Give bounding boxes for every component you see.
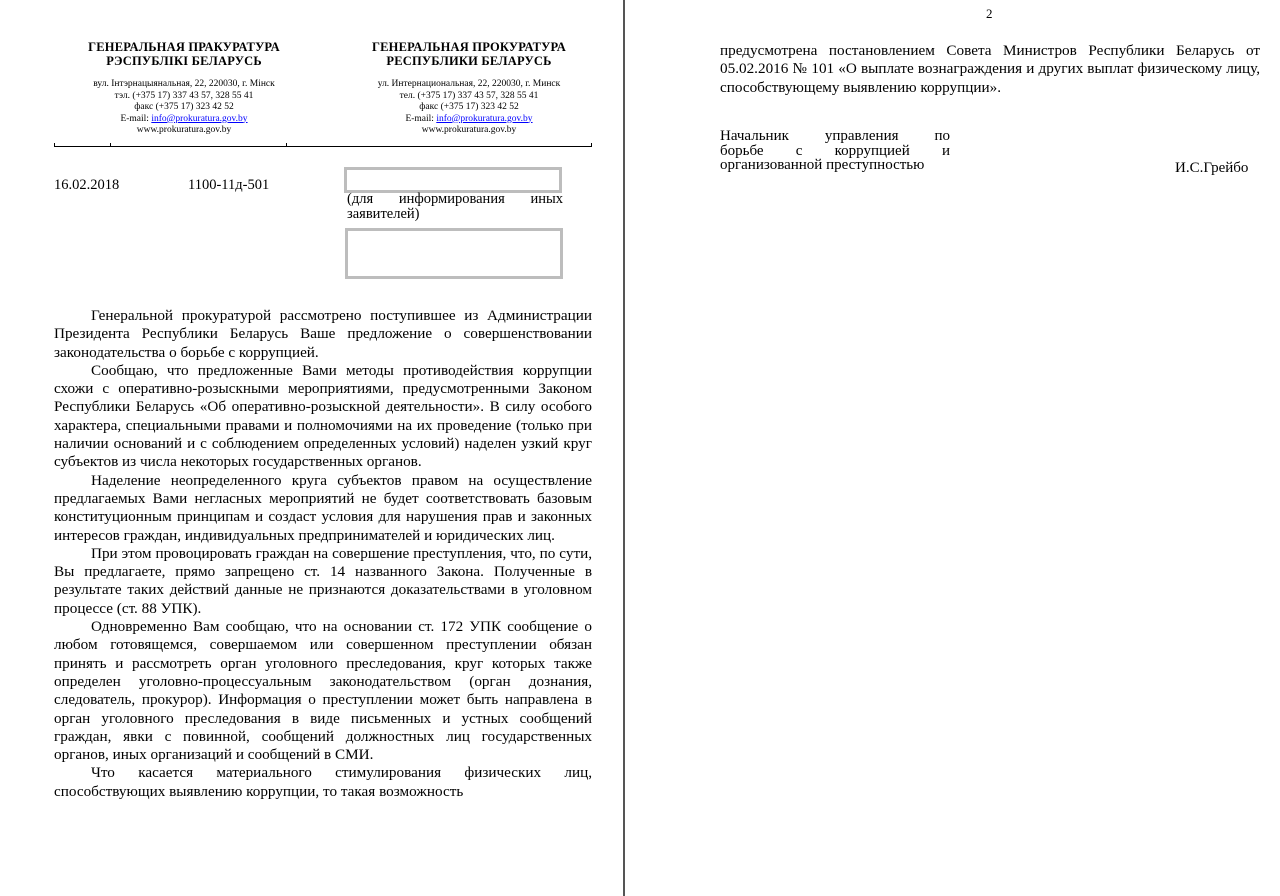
website: www.prokuratura.gov.by bbox=[421, 125, 517, 135]
letterhead-contacts bbox=[340, 79, 598, 137]
address: ул. Интернациональная, 22, 220030, г. Минск bbox=[377, 79, 561, 89]
body-paragraph: Одновременно Вам сообщаю, что на основании ст. 172 УПК сообщение о любом готовящемся, совершаемом или совершенном преступлении обязан принять и рассмотреть орган уголовного преследования, круг которых также определен уголовно-процессуальным законодательством (орган дознания, следователь, прокурор). Информация о преступлении может быть направлена в орган уголовного преследования в виде письменных и устных сообщений граждан, явки с повинной, сообщений должностных лиц государственных органов, иных организаций и сообщений в СМИ. bbox=[54, 618, 592, 764]
org-name-line1: ГЕНЕРАЛЬНАЯ ПРАКУРАТУРА bbox=[88, 40, 280, 54]
signatory-title-line3: организованной преступностью bbox=[720, 157, 925, 173]
website: www.prokuratura.gov.by bbox=[136, 125, 232, 135]
rule-tick bbox=[591, 143, 592, 147]
letterhead-contacts bbox=[54, 79, 314, 137]
address: вул. Інтэрнацыянальная, 22, 220030, г. Мінск bbox=[93, 79, 275, 89]
letterhead-rule bbox=[54, 146, 592, 147]
rule-tick bbox=[54, 143, 55, 147]
recipient-note: (для информирования иных заявителей) bbox=[347, 191, 563, 222]
letter-body bbox=[54, 307, 592, 801]
email-label: E-mail: bbox=[120, 113, 149, 124]
email-link[interactable]: info@prokuratura.gov.by bbox=[151, 113, 248, 124]
signatory-name: И.С.Грейбо bbox=[1175, 160, 1249, 176]
redacted-address-box bbox=[345, 228, 563, 279]
signatory-title bbox=[720, 129, 950, 173]
fax: факс (+375 17) 323 42 52 bbox=[134, 102, 234, 112]
document-page-2 bbox=[627, 0, 1280, 896]
document-number: 1100-11д-501 bbox=[188, 177, 270, 193]
org-name-line2: РЕСПУБЛИКИ БЕЛАРУСЬ bbox=[386, 54, 552, 68]
signatory-title-line2: борьбе с коррупцией и bbox=[720, 142, 950, 159]
email-label: E-mail: bbox=[405, 113, 434, 124]
phone: тел. (+375 17) 337 43 57, 328 55 41 bbox=[399, 90, 539, 101]
signatory-title-line1: Начальник управления по bbox=[720, 128, 950, 144]
org-name-line2: РЭСПУБЛІКІ БЕЛАРУСЬ bbox=[106, 54, 262, 68]
phone: тэл. (+375 17) 337 43 57, 328 55 41 bbox=[114, 90, 254, 101]
body-continuation: предусмотрена постановлением Совета Министров Республики Беларусь от 05.02.2016 № 101 «О выплате вознаграждения и других выплат физическому лицу, способствующему выявлению коррупции». bbox=[720, 42, 1260, 96]
org-name-line1: ГЕНЕРАЛЬНАЯ ПРОКУРАТУРА bbox=[371, 40, 567, 54]
fax: факс (+375 17) 323 42 52 bbox=[419, 102, 519, 112]
rule-tick bbox=[286, 143, 287, 147]
body-paragraph: Сообщаю, что предложенные Вами методы противодействия коррупции схожи с оперативно-розыскными мероприятиями, предусмотренными Законом Республики Беларусь «Об оперативно-розыскной деятельности». В силу особого характера, специальными правами и полномочиями на их проведение (только при наличии оснований и с соблюдением определенных условий) наделен узкий круг субъектов из числа некоторых государственных органов. bbox=[54, 361, 592, 471]
email-row bbox=[54, 114, 314, 126]
letterhead-belarusian bbox=[54, 40, 314, 137]
page-number: 2 bbox=[986, 6, 993, 21]
document-page-1 bbox=[0, 0, 622, 896]
body-paragraph: Что касается материального стимулирования физических лиц, способствующих выявлению коррупции, то такая возможность bbox=[54, 764, 592, 800]
email-link[interactable]: info@prokuratura.gov.by bbox=[436, 113, 533, 124]
rule-tick bbox=[110, 143, 111, 147]
document-date: 16.02.2018 bbox=[54, 177, 120, 193]
body-paragraph: Наделение неопределенного круга субъектов правом на осуществление предлагаемых Вами негласных мероприятий не будет соответствовать базовым конституционным принципам и создаст условия для нарушения прав и законных интересов граждан, индивидуальных предпринимателей и юридических лиц. bbox=[54, 471, 592, 544]
body-paragraph: При этом провоцировать граждан на совершение преступления, что, по сути, Вы предлагаете, прямо запрещено ст. 14 названного Закона. Полученные в результате таких действий данные не признаются доказательствами в уголовном процессе (ст. 88 УПК). bbox=[54, 544, 592, 617]
page-separator bbox=[623, 0, 625, 896]
email-row bbox=[340, 114, 598, 126]
letterhead-russian bbox=[340, 40, 598, 137]
redacted-recipient-box bbox=[344, 167, 562, 193]
body-paragraph: Генеральной прокуратурой рассмотрено поступившее из Администрации Президента Республики Беларусь Ваше предложение о совершенствовании законодательства о борьбе с коррупцией. bbox=[54, 307, 592, 361]
